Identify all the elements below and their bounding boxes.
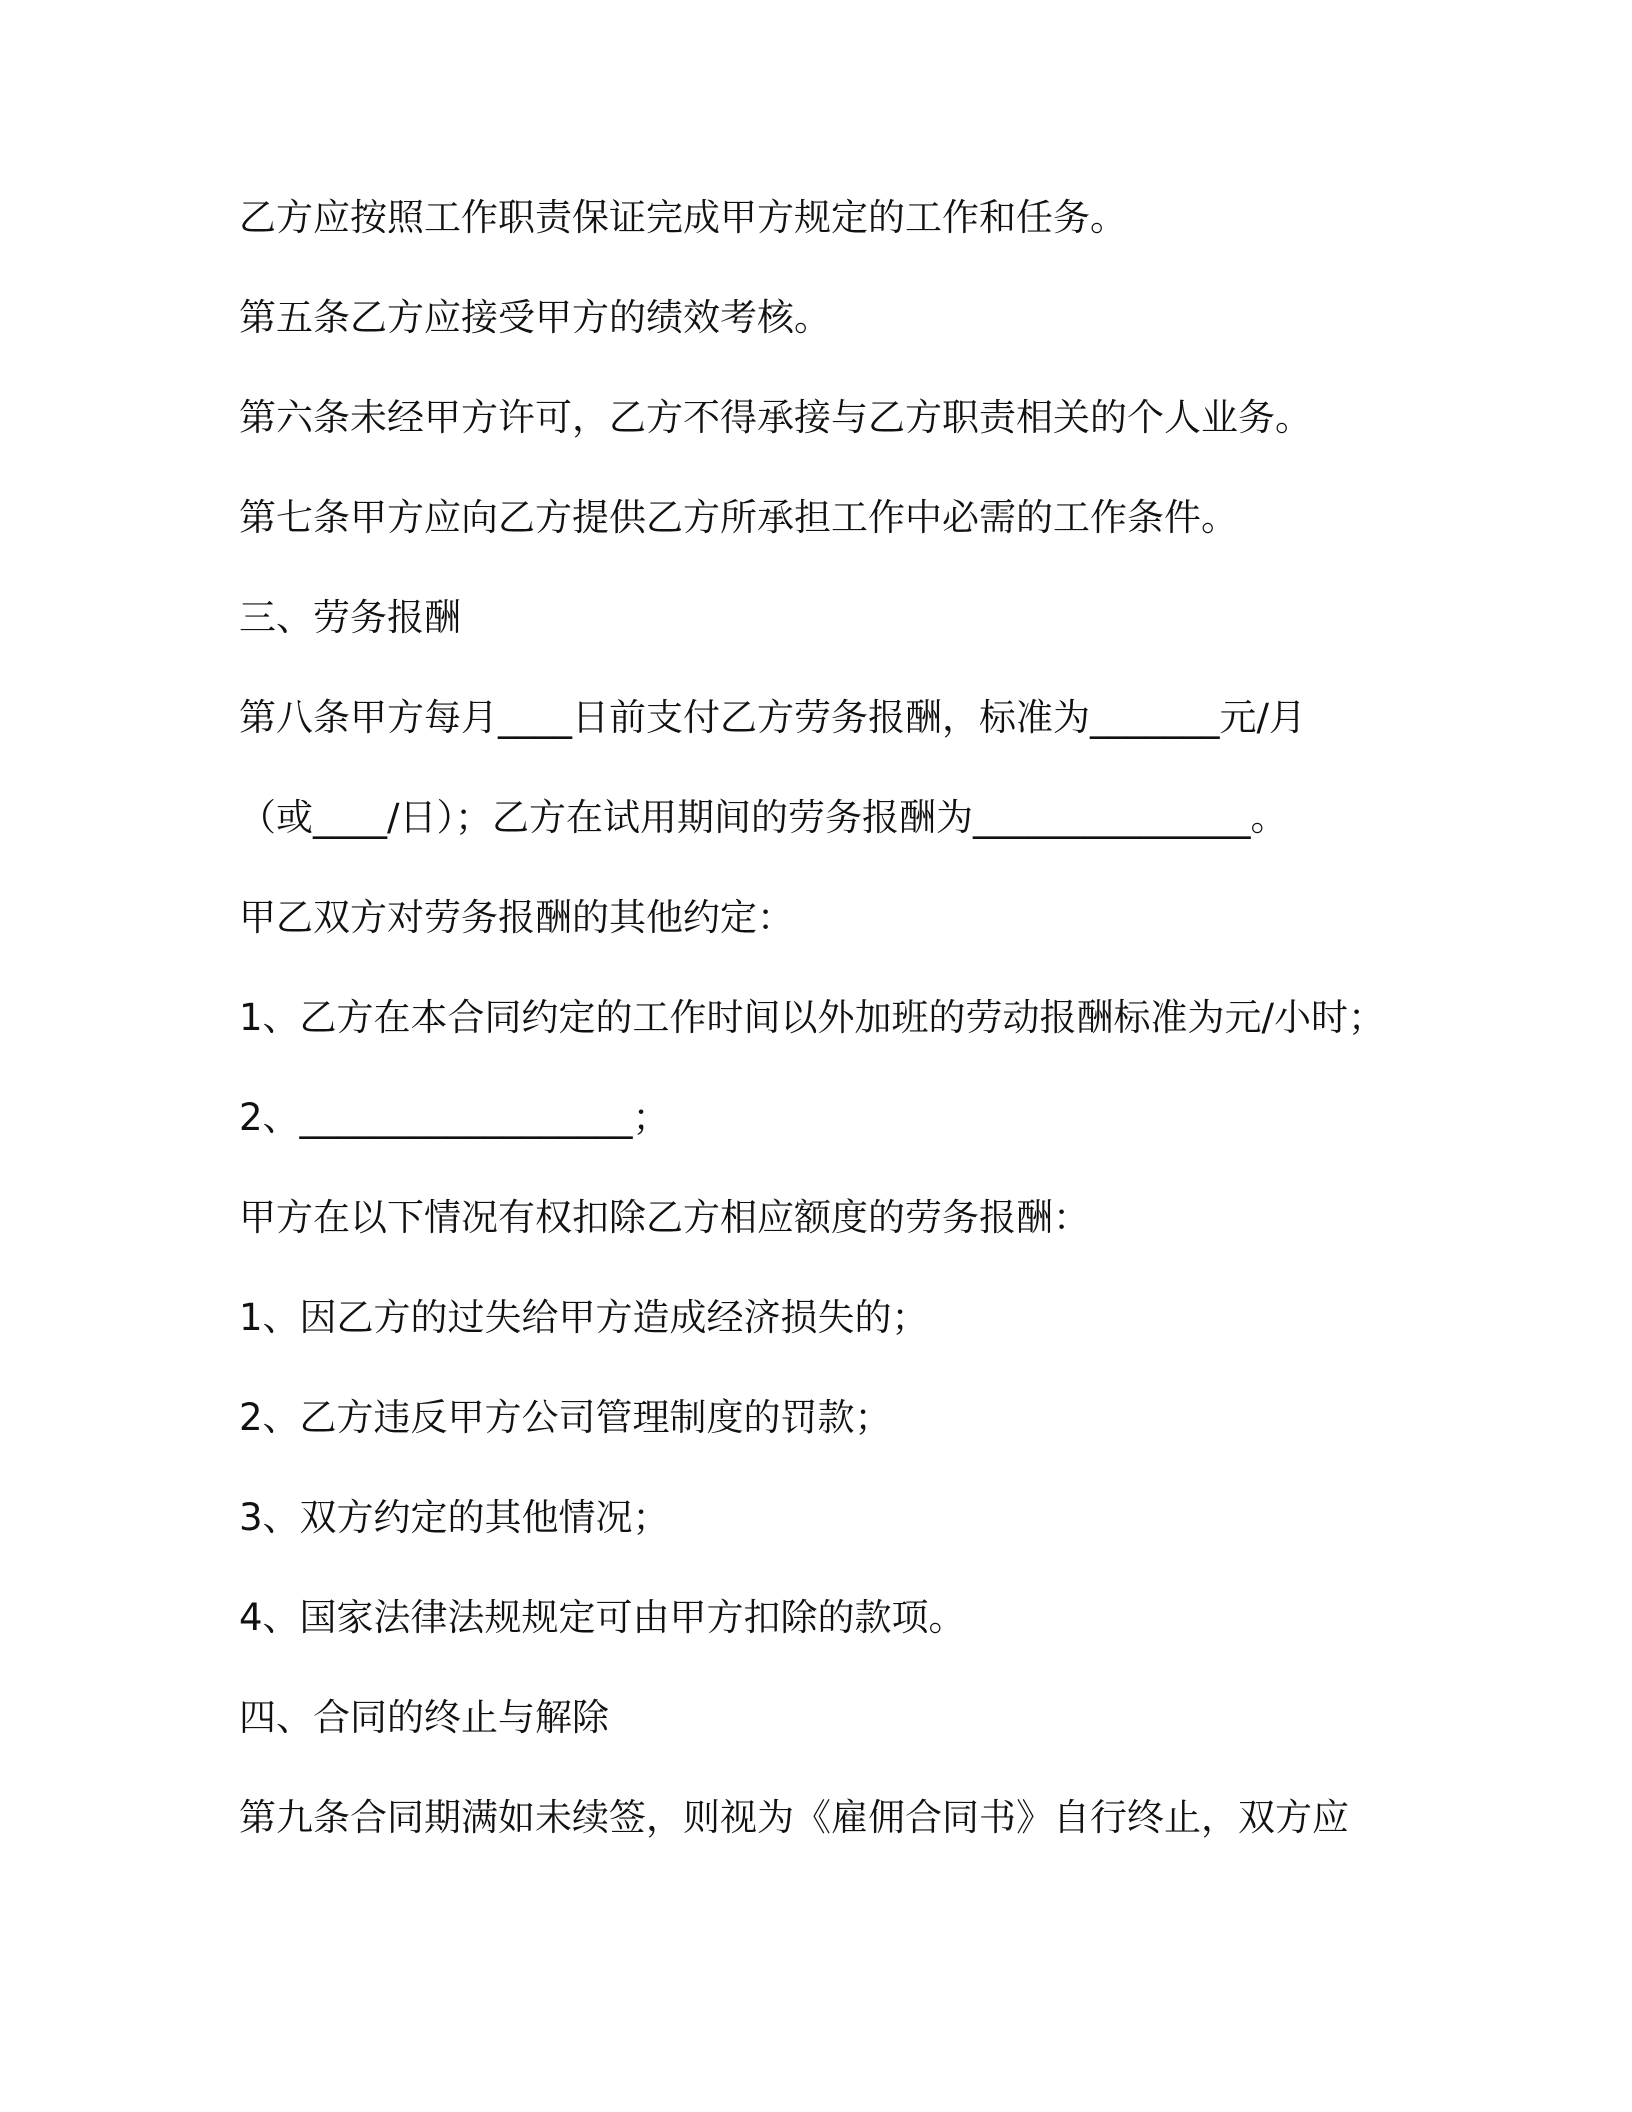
article-5-line: 第五条乙方应接受甲方的绩效考核。: [239, 296, 831, 339]
list-item: 1、因乙方的过失给甲方造成经济损失的；: [239, 1296, 929, 1339]
text-line: （或____/日）；乙方在试用期间的劳务报酬为_______________。: [239, 796, 1288, 839]
list-item: 4、国家法律法规规定可由甲方扣除的款项。: [239, 1596, 966, 1639]
text-line: 甲方在以下情况有权扣除乙方相应额度的劳务报酬：: [239, 1196, 1090, 1239]
list-item: 1、乙方在本合同约定的工作时间以外加班的劳动报酬标准为元/小时；: [239, 996, 1386, 1039]
article-9-line: 第九条合同期满如未续签，则视为《雇佣合同书》自行终止，双方应: [239, 1796, 1349, 1839]
list-item: 2、__________________；: [239, 1096, 670, 1139]
text-line: 乙方应按照工作职责保证完成甲方规定的工作和任务。: [239, 196, 1127, 239]
text-line: 甲乙双方对劳务报酬的其他约定：: [239, 896, 794, 939]
article-6-line: 第六条未经甲方许可，乙方不得承接与乙方职责相关的个人业务。: [239, 396, 1312, 439]
section-heading: 三、劳务报酬: [239, 596, 461, 639]
section-heading: 四、合同的终止与解除: [239, 1696, 609, 1739]
list-item: 2、乙方违反甲方公司管理制度的罚款；: [239, 1396, 892, 1439]
article-7-line: 第七条甲方应向乙方提供乙方所承担工作中必需的工作条件。: [239, 496, 1238, 539]
article-8-line: 第八条甲方每月____日前支付乙方劳务报酬，标准为_______元/月: [239, 696, 1306, 739]
list-item: 3、双方约定的其他情况；: [239, 1496, 670, 1539]
